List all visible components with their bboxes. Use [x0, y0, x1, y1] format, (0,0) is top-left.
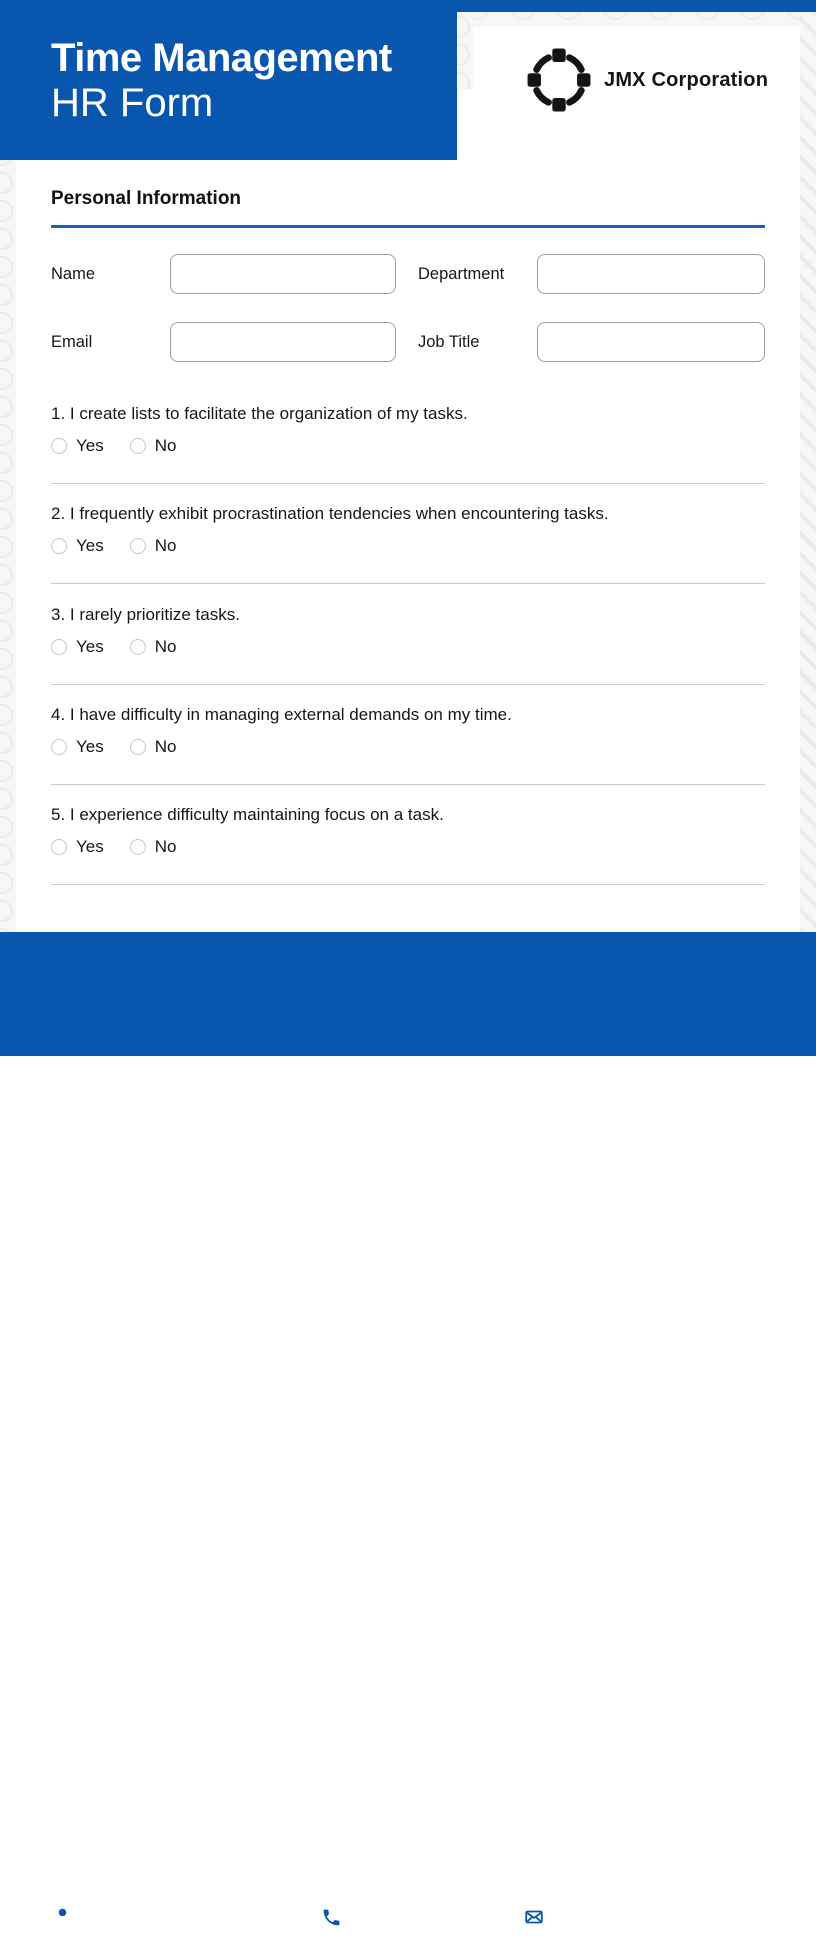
- section-title-rule: [51, 225, 765, 228]
- question-1-options: [51, 437, 765, 455]
- question-4-yes-label[interactable]: Yes: [76, 737, 104, 756]
- question-4: [51, 703, 765, 785]
- question-5-options: [51, 838, 765, 856]
- question-5: [51, 803, 765, 885]
- question-3-text: 3. I rarely prioritize tasks.: [51, 605, 240, 624]
- email-label: Email: [51, 333, 93, 351]
- footer-email-text: info@jmxcorporation.com: [562, 1907, 738, 1925]
- question-4-yes-option[interactable]: [51, 737, 104, 757]
- footer-address: [51, 1892, 274, 1944]
- question-5-text: 5. I experience difficulty maintaining focus on a task.: [51, 805, 444, 824]
- page-title-line2: HR Form: [51, 81, 214, 125]
- divider: [51, 483, 765, 484]
- question-3-no-option[interactable]: [130, 637, 177, 657]
- question-2-no-label[interactable]: No: [154, 536, 177, 555]
- question-1-no-label[interactable]: No: [154, 436, 177, 455]
- question-4-no-option[interactable]: [130, 737, 177, 757]
- question-4-yes-radio[interactable]: [51, 739, 67, 755]
- question-3-options: [51, 638, 765, 656]
- question-5-no-option[interactable]: [130, 837, 177, 857]
- question-2-yes-option[interactable]: [51, 536, 104, 556]
- question-2-no-option[interactable]: [130, 536, 177, 556]
- question-4-text: 4. I have difficulty in managing external demands on my time.: [51, 705, 512, 724]
- footer-phone: [314, 1900, 466, 1935]
- section-title: Personal Information: [51, 188, 242, 209]
- question-2-yes-radio[interactable]: [51, 538, 67, 554]
- name-label: Name: [51, 265, 96, 283]
- footer-phone-text: (123) 123-4567: [360, 1908, 466, 1926]
- question-3: [51, 603, 765, 685]
- question-4-no-label[interactable]: No: [154, 737, 177, 756]
- footer-address-line1: 123 Main Street, Townsville: [86, 1896, 275, 1913]
- question-2-options: [51, 537, 765, 555]
- question-5-no-radio[interactable]: [130, 839, 146, 855]
- question-3-yes-radio[interactable]: [51, 639, 67, 655]
- question-5-yes-radio[interactable]: [51, 839, 67, 855]
- job-title-label: Job Title: [418, 333, 480, 351]
- divider: [51, 884, 765, 885]
- department-label: Department: [418, 265, 505, 283]
- question-1-no-option[interactable]: [130, 436, 177, 456]
- question-5-yes-label[interactable]: Yes: [76, 837, 104, 856]
- question-3-no-radio[interactable]: [130, 639, 146, 655]
- question-3-no-label[interactable]: No: [154, 637, 177, 656]
- footer-address-line2: CA, 55555: [86, 1922, 160, 1939]
- email-icon: [516, 1899, 551, 1934]
- question-5-yes-option[interactable]: [51, 837, 104, 857]
- phone-icon: [314, 1900, 349, 1935]
- question-2-text: 2. I frequently exhibit procrastination tendencies when encountering tasks.: [51, 504, 609, 523]
- divider: [51, 583, 765, 584]
- question-1-yes-radio[interactable]: [51, 438, 67, 454]
- footer: [0, 932, 816, 1939]
- department-input[interactable]: [537, 254, 765, 294]
- question-1: [51, 402, 765, 484]
- question-1-yes-option[interactable]: [51, 436, 104, 456]
- location-pin-icon: [51, 1901, 74, 1935]
- question-2-yes-label[interactable]: Yes: [76, 536, 104, 555]
- divider: [51, 784, 765, 785]
- question-1-no-radio[interactable]: [130, 438, 146, 454]
- question-4-no-radio[interactable]: [130, 739, 146, 755]
- question-4-options: [51, 738, 765, 756]
- question-3-yes-label[interactable]: Yes: [76, 637, 104, 656]
- question-1-yes-label[interactable]: Yes: [76, 436, 104, 455]
- name-input[interactable]: [170, 254, 396, 294]
- company-name: JMX Corporation: [604, 68, 769, 91]
- question-2-no-radio[interactable]: [130, 538, 146, 554]
- job-title-input[interactable]: [537, 322, 765, 362]
- question-5-no-label[interactable]: No: [154, 837, 177, 856]
- question-3-yes-option[interactable]: [51, 637, 104, 657]
- question-2: [51, 502, 765, 584]
- divider: [51, 684, 765, 685]
- footer-email: [516, 1899, 738, 1934]
- email-input[interactable]: [170, 322, 396, 362]
- question-1-text: 1. I create lists to facilitate the organization of my tasks.: [51, 404, 468, 423]
- page-title-line1: Time Management: [51, 36, 392, 80]
- footer-address-text: [86, 1892, 274, 1944]
